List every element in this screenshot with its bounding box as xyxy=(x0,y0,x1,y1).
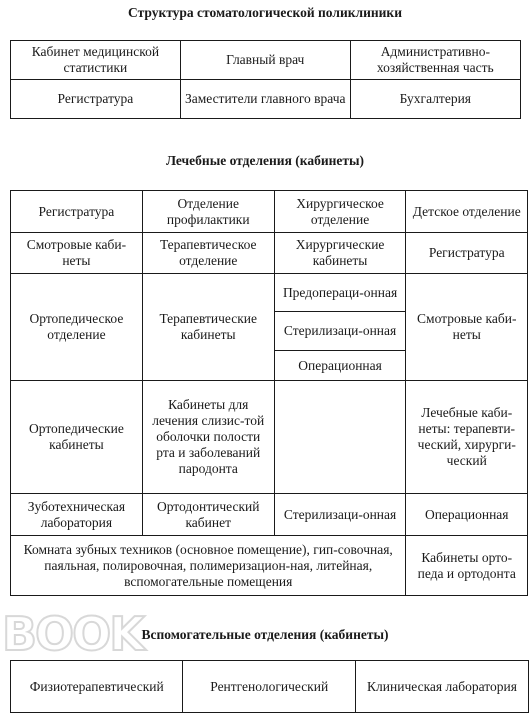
cell-clinical-lab: Клиническая лаборатория xyxy=(355,661,528,713)
table-auxiliary-departments xyxy=(10,660,529,713)
table-row xyxy=(11,191,528,233)
cell-mucosa-cabinets: Кабинеты для лечения слизис-той оболочки полости рта и заболеваний пародонта xyxy=(142,381,274,494)
cell-registry-header: Регистратура xyxy=(11,191,143,233)
cell-ortho-department: Ортопедическое отделение xyxy=(11,274,143,381)
cell-registry: Регистратура xyxy=(11,80,181,119)
cell-exam-cabinets: Смотровые каби-неты xyxy=(11,233,143,274)
cell-chief-doctor: Главный врач xyxy=(180,41,350,80)
table-row xyxy=(11,536,528,596)
cell-deputy-doctors: Заместители главного врача xyxy=(180,80,350,119)
cell-therapeutic-cabinets: Терапевтические кабинеты xyxy=(142,274,274,381)
cell-sterilization-top: Стерилизаци-онная xyxy=(274,312,406,351)
table-treatment-departments xyxy=(10,190,528,596)
table-row xyxy=(11,41,521,80)
cell-children-header: Детское отделение xyxy=(406,191,528,233)
table-row xyxy=(11,494,528,536)
cell-prevention-header: Отделение профилактики xyxy=(142,191,274,233)
cell-empty xyxy=(274,381,406,494)
cell-administrative: Административно-хозяйственная часть xyxy=(350,41,520,80)
cell-radiology: Рентгенологический xyxy=(183,661,355,713)
cell-physiotherapy: Физиотерапевтический xyxy=(11,661,183,713)
table-row xyxy=(11,381,528,494)
cell-accounting: Бухгалтерия xyxy=(350,80,520,119)
cell-therapeutic-department: Терапевтическое отделение xyxy=(142,233,274,274)
cell-preoperative: Предопераци-онная xyxy=(274,274,406,312)
cell-treatment-cabinets: Лечебные каби-неты: терапевти-ческий, хирурги-ческий xyxy=(406,381,528,494)
book-watermark-logo: BOOK xyxy=(2,607,143,661)
cell-sterilization-bottom: Стерилизаци-онная xyxy=(274,494,406,536)
cell-dental-lab: Зуботехническая лаборатория xyxy=(11,494,143,536)
section-title-auxiliary: Вспомогательные отделения (кабинеты) xyxy=(141,627,389,642)
cell-operating-bottom: Операционная xyxy=(406,494,528,536)
cell-orthodontic-cabinet: Ортодонтический кабинет xyxy=(142,494,274,536)
cell-medical-statistics: Кабинет медицинской статистики xyxy=(11,41,181,80)
cell-operating-top: Операционная xyxy=(274,351,406,381)
cell-children-registry: Регистратура xyxy=(406,233,528,274)
cell-ortho-cabinets: Ортопедические кабинеты xyxy=(11,381,143,494)
table-clinic-structure xyxy=(10,40,521,119)
cell-surgical-header: Хирургическое отделение xyxy=(274,191,406,233)
cell-surgical-cabinets: Хирургические кабинеты xyxy=(274,233,406,274)
section-title-structure: Структура стоматологической поликлиники xyxy=(128,5,402,20)
table-row xyxy=(11,80,521,119)
section-title-treatment: Лечебные отделения (кабинеты) xyxy=(165,153,365,168)
table-row xyxy=(11,274,528,312)
table-row xyxy=(11,661,529,713)
cell-ortho-orthodontist-cabinets: Кабинеты орто-педа и ортодонта xyxy=(406,536,528,596)
cell-technicians-rooms: Комната зубных техников (основное помещение), гип-совочная, паяльная, полировочная, полимеризацион-ная, литейная, вспомогательные помещения xyxy=(11,536,406,596)
table-row xyxy=(11,233,528,274)
cell-exam-cabinets-right: Смотровые каби-неты xyxy=(406,274,528,381)
